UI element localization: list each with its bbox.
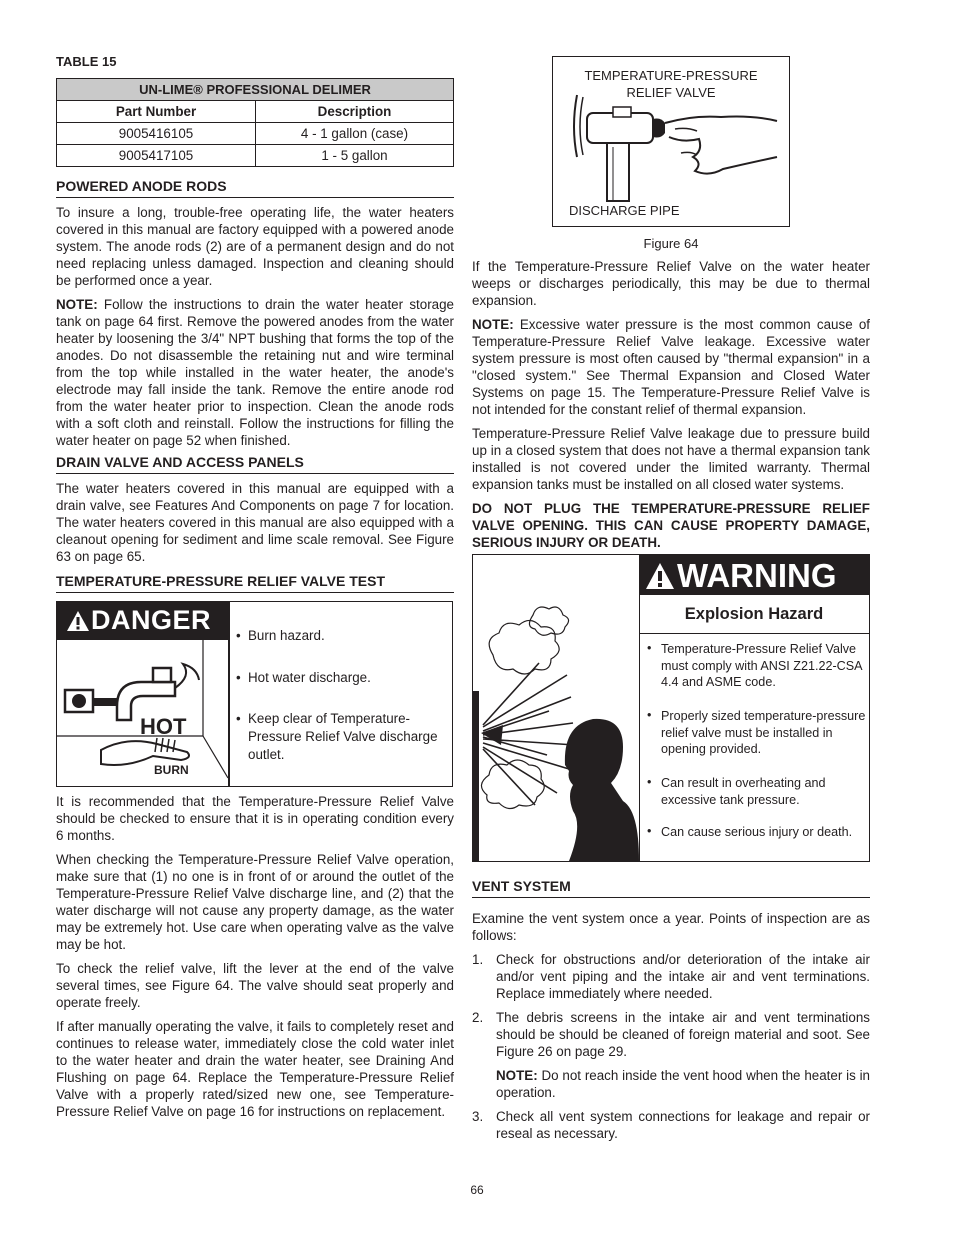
paragraph: Temperature-Pressure Relief Valve leakage due to pressure build up in a closed system that does not have a thermal expansion tank installed is not covered under the limited warranty. Thermal expansion tanks must be installed on all closed water systems. xyxy=(472,426,870,492)
drain-section xyxy=(56,454,454,565)
list-item: 1. Check for obstructions and/or deterioration of the intake air and/or vent piping and the intake air and vent terminations. Replace immediately where needed. xyxy=(472,952,870,1001)
warning-bullet: • Can cause serious injury or death. xyxy=(647,824,853,839)
warning-triangle-icon xyxy=(66,610,90,632)
note-paragraph xyxy=(56,296,454,449)
paragraph: To check the relief valve, lift the lever at the end of the valve several times, see Figure 64. The valve should seat properly and operate freely. xyxy=(56,961,454,1010)
note-text: Excessive water pressure is the most common cause of Temperature-Pressure Relief Valve leakage. Excessive water system pressure is most often caused by "thermal expansion" in a "closed system." See Thermal Expansion and Closed Water Systems on page 15. The Temperature-Pressure Relief Valve is not intended for the constant relief of thermal expansion. xyxy=(472,317,870,417)
delimer-table xyxy=(56,78,454,167)
section-heading: POWERED ANODE RODS xyxy=(56,178,454,198)
note-paragraph xyxy=(496,1067,870,1101)
right-text xyxy=(472,258,870,551)
table-cell: 4 - 1 gallon (case) xyxy=(256,123,454,145)
page-number: 66 xyxy=(470,1183,484,1197)
table-label: TABLE 15 xyxy=(56,54,117,69)
paragraph: Examine the vent system once a year. Points of inspection are as follows: xyxy=(472,911,870,943)
note-text: Do not reach inside the vent hood when the heater is in operation. xyxy=(496,1068,870,1100)
warning-triangle-icon xyxy=(645,562,675,590)
valve-hand-illustration xyxy=(553,57,789,226)
danger-bullet: • Hot water discharge. xyxy=(236,670,371,685)
warning-subtitle: Explosion Hazard xyxy=(639,595,869,634)
divider xyxy=(639,595,640,861)
paragraph: The water heaters covered in this manual are equipped with a drain valve, see Features And Components on page 7 for location. The water heaters covered in this manual are also equipped with a cleanout opening for sediment and lime scale removal. See Figure 63 on page 65. xyxy=(56,481,454,564)
paragraph: It is recommended that the Temperature-Pressure Relief Valve should be checked to ensure that it is in operating condition every 6 months. xyxy=(56,794,454,843)
table-header: Part Number xyxy=(57,101,256,123)
danger-box xyxy=(56,601,453,787)
danger-title: DANGER xyxy=(91,605,212,635)
note-text: Follow the instructions to drain the water heater storage tank on page 64 first. Remove the powered anodes from the water heater by loosening the 3/4" NPT bushing that forms the top of the anodes. Do not disassemble the retaining nut and wire terminal from the top while installed in the water heater, the anode's electrode may fall inside the tank. Remove the entire anode rod from the water heater prior to inspection. Clean the anode rods with a soft cloth and reinstall. Follow the instructions for filling the water heater on page 52 when finished. xyxy=(56,297,454,448)
paragraph: If the Temperature-Pressure Relief Valve on the water heater weeps or discharges periodically, this may be due to thermal expansion. xyxy=(472,259,870,308)
figure-label-valve: TEMPERATURE-PRESSURE RELIEF VALVE xyxy=(584,68,758,100)
table-cell: 1 - 5 gallon xyxy=(256,145,454,167)
warning-bullet: • Can result in overheating and excessive tank pressure. xyxy=(647,775,826,807)
tpvalve-heading-wrap xyxy=(56,573,454,593)
vent-steps xyxy=(472,951,870,1142)
danger-banner xyxy=(57,602,228,640)
section-heading: VENT SYSTEM xyxy=(472,878,870,898)
section-heading: TEMPERATURE-PRESSURE RELIEF VALVE TEST xyxy=(56,573,454,593)
table-row xyxy=(57,123,454,145)
list-item: 2. The debris screens in the intake air and vent terminations should be should be cleaned of foreign material and soot. See Figure 26 on page 29. NOTE: Do not reach inside the vent hood when the heater is in operation. xyxy=(472,1010,870,1100)
danger-bullet: • Burn hazard. xyxy=(236,628,325,643)
note-label: NOTE: xyxy=(472,317,514,332)
caution-paragraph: DO NOT PLUG THE TEMPERATURE-PRESSURE RELIEF VALVE OPENING. THIS CAN CAUSE PROPERTY DAMAGE, SERIOUS INJURY OR DEATH. xyxy=(472,501,870,550)
vent-section xyxy=(472,878,870,1142)
list-item: 3. Check all vent system connections for leakage and repair or reseal as necessary. xyxy=(472,1109,870,1141)
table-cell: 9005417105 xyxy=(57,145,256,167)
warning-bullet: • Temperature-Pressure Relief Valve must comply with ANSI Z21.22-CSA 4.4 and ASME code. xyxy=(647,641,862,689)
figure-caption: Figure 64 xyxy=(643,236,699,251)
section-heading: DRAIN VALVE AND ACCESS PANELS xyxy=(56,454,454,474)
explosion-hazard-illustration xyxy=(473,555,639,861)
anode-section xyxy=(56,178,454,449)
warning-bullet: • Properly sized temperature-pressure relief valve must be installed in opening provided. xyxy=(647,708,866,756)
divider xyxy=(228,602,230,786)
table-header: Description xyxy=(256,101,454,123)
tpvalve-text xyxy=(56,793,454,1120)
hot-faucet-illustration xyxy=(57,640,228,786)
table-caption: UN-LIME® PROFESSIONAL DELIMER xyxy=(57,79,454,101)
paragraph: When checking the Temperature-Pressure Relief Valve operation, make sure that (1) no one is in front of or around the outlet of the Temperature-Pressure Relief Valve discharge line, and (2) that the water discharge will not cause any property damage, as the water may be extremely hot. Use care when operating valve as the valve may be hot. xyxy=(56,852,454,952)
figure-label-pipe: DISCHARGE PIPE xyxy=(569,203,680,218)
note-paragraph xyxy=(472,316,870,418)
warning-banner xyxy=(639,555,869,595)
figure-64 xyxy=(552,56,790,227)
paragraph: To insure a long, trouble-free operating life, the water heaters covered in this manual are factory equipped with a powered anode system. The anode rods (2) are of a permanent design and do not need replacing unless damaged. Inspection and cleaning should be performed once a year. xyxy=(56,205,454,288)
danger-bullet: • Keep clear of Temperature-Pressure Relief Valve discharge outlet. xyxy=(236,711,438,762)
note-label: NOTE: xyxy=(56,297,98,312)
paragraph: If after manually operating the valve, it fails to completely reset and continues to release water, immediately close the cold water inlet to the water heater and drain the water heater, see Draining And Flushing on page 64. Replace the Temperature-Pressure Relief Valve with a properly rated/sized new one, see Temperature-Pressure Relief Valve on page 16 for instructions on replacement. xyxy=(56,1019,454,1119)
warning-box xyxy=(472,554,870,862)
warning-title: WARNING xyxy=(677,557,837,594)
burn-label: BURN xyxy=(154,763,189,777)
table-cell: 9005416105 xyxy=(57,123,256,145)
hot-label: HOT xyxy=(140,714,187,739)
note-label: NOTE: xyxy=(496,1068,538,1083)
table-row xyxy=(57,145,454,167)
